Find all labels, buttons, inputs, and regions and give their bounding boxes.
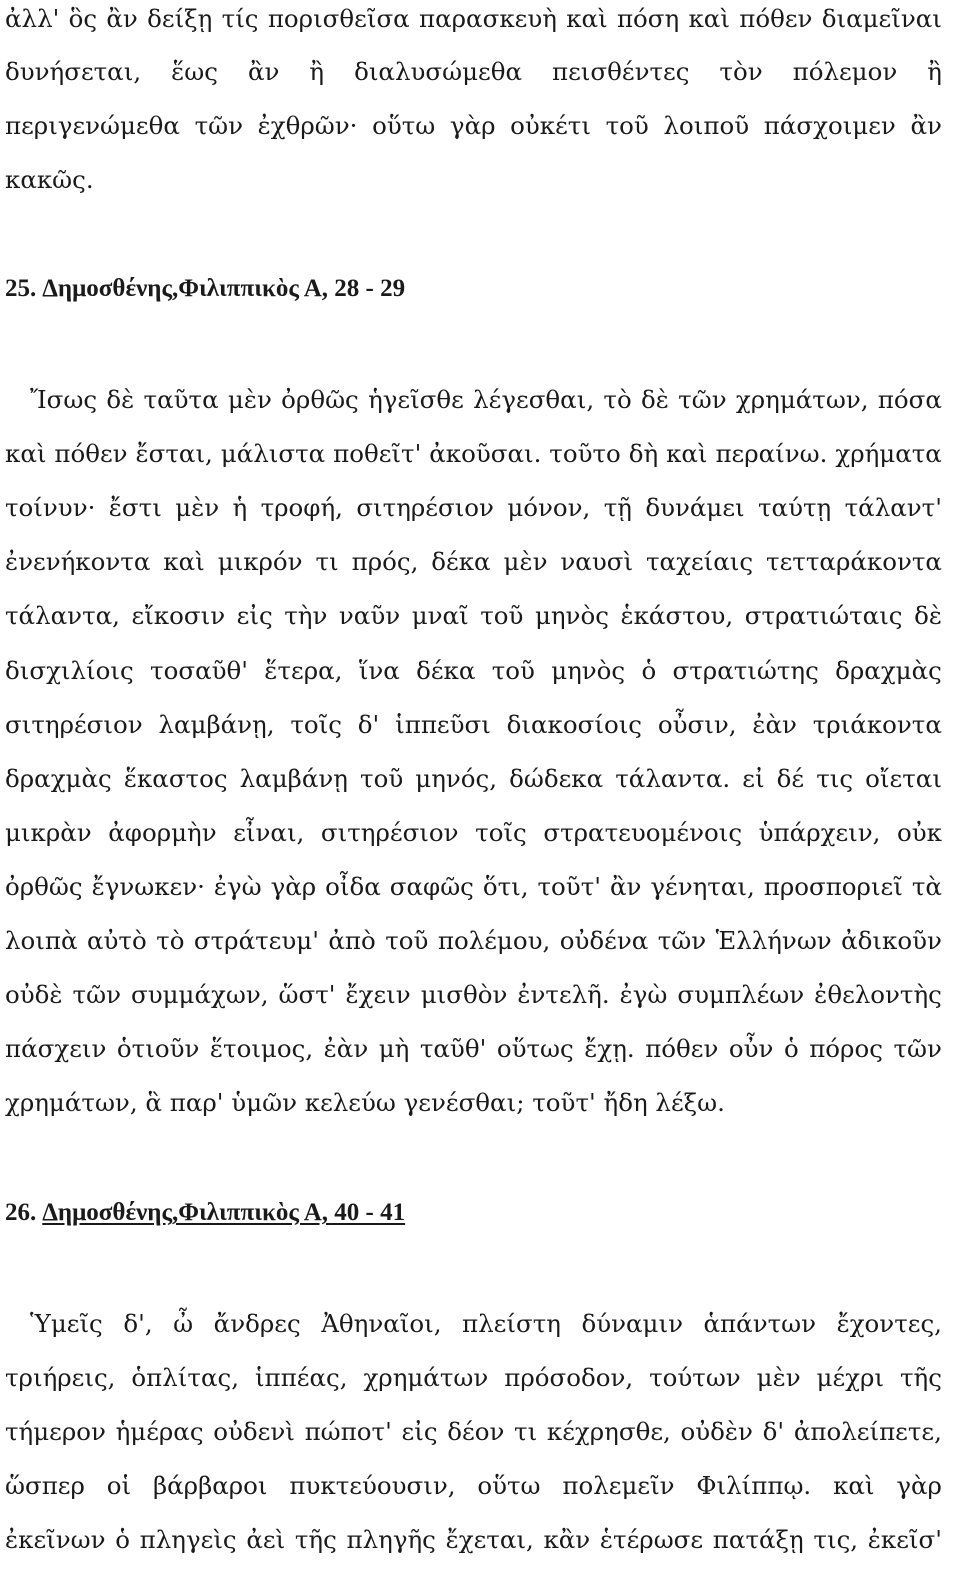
word: μισθὸν (420, 980, 508, 1009)
word: μὴ (378, 1034, 410, 1063)
section-title: Δημοσθένης,Φιλιππικὸς Α, 40 - 41 (42, 1199, 406, 1226)
word: σιτηρέσιον (320, 818, 459, 847)
word: οὕτω (477, 1471, 541, 1500)
word: δώδεκα (509, 764, 604, 793)
word: πατάξῃ (712, 1525, 804, 1554)
word: γένηται, (650, 872, 755, 901)
word: τοῦ (385, 926, 429, 955)
word: περαίνω. (715, 439, 828, 468)
word: δέον (447, 1417, 505, 1446)
word: τριήρεις, (5, 1363, 116, 1392)
word: ὁτιοῦν (116, 1034, 200, 1063)
word: μάλιστα (220, 439, 326, 468)
word: ἕτοιμος, (209, 1034, 314, 1063)
word: τῶν (72, 980, 121, 1009)
text-line (5, 1417, 942, 1446)
word: πώποτ' (304, 1417, 392, 1446)
word: πρόσοδον, (504, 1363, 634, 1392)
word: καὶ (666, 439, 708, 468)
section-heading (5, 1200, 405, 1225)
word: ὃς (68, 4, 98, 33)
word: οἱ (106, 1471, 132, 1500)
word: τάλαντα. (615, 764, 731, 793)
word: ἔχειν (345, 980, 411, 1009)
word: ἢ (309, 57, 325, 86)
word: πληγεὶς (139, 1525, 237, 1554)
word: ὅτι, (482, 872, 529, 901)
text-line (5, 439, 942, 468)
word: τι (514, 1417, 538, 1446)
word: τῶν (893, 1034, 942, 1063)
word: Ἀθηναῖοι, (321, 1309, 442, 1338)
word: τῇ (603, 493, 632, 522)
word: εἶναι, (233, 818, 305, 847)
word: γὰρ (270, 872, 317, 901)
word: λαμβάνῃ (239, 764, 348, 793)
word: παρασκευὴ (419, 4, 557, 33)
word: ἐχθρῶν· (257, 111, 358, 140)
word: οὕτως (496, 1034, 574, 1063)
word: ἂν (106, 4, 138, 33)
word: τὸ (603, 385, 632, 414)
text-line (5, 111, 942, 140)
text-line: κακῶς. (5, 165, 94, 194)
text-line (5, 547, 942, 576)
word: ἀπολείπετε, (793, 1417, 942, 1446)
word: καὶ (833, 1471, 875, 1500)
word: ἡγεῖσθε (368, 385, 464, 414)
word: δύναμιν (581, 1309, 683, 1338)
word: ταῦθ' (419, 1034, 487, 1063)
word: μηνὸς (551, 656, 626, 685)
text-line (30, 385, 942, 414)
word: γὰρ (449, 111, 496, 140)
word: εἰς (236, 601, 273, 630)
word: ἐὰν (752, 710, 797, 739)
word: τοῖς (290, 710, 342, 739)
word: ἢ (927, 57, 942, 86)
word: ἔγνωκεν· (91, 872, 205, 901)
word: πεισθέντες (552, 57, 690, 86)
word: μὲν (175, 493, 220, 522)
word: τοῦ (605, 111, 649, 140)
word: σαφῶς (389, 872, 474, 901)
word: πολέμου, (437, 926, 551, 955)
word: δέκα (431, 547, 491, 576)
word: ὀρθῶς (281, 385, 359, 414)
word: ὥσπερ (5, 1471, 85, 1500)
word: Ὑμεῖς (30, 1309, 103, 1338)
text-line (5, 1363, 942, 1392)
text-line (5, 926, 942, 955)
word: τις, (813, 1525, 859, 1554)
word: κἂν (543, 1525, 591, 1554)
word: ἀκοῦσαι. (429, 439, 542, 468)
word: Φιλίππῳ. (696, 1471, 812, 1500)
word: ἔστι (108, 493, 162, 522)
word: ταύτῃ (758, 493, 832, 522)
word: αὐτὸ (86, 926, 147, 955)
word: τὸ (156, 926, 185, 955)
word: ὁπλίτας, (131, 1363, 240, 1392)
word: λέγεσθαι, (473, 385, 595, 414)
word: μικρόν (217, 547, 303, 576)
text-line (5, 1471, 942, 1500)
word: ἂν (247, 57, 280, 86)
text-line (5, 818, 942, 847)
word: στράτευμ' (193, 926, 319, 955)
word: ἕως (171, 57, 218, 86)
word: τοῦτ' (537, 872, 601, 901)
word: ὁ (783, 1034, 799, 1063)
word: οἶδα (325, 872, 381, 901)
word: τάλαντ' (844, 493, 942, 522)
word: τίς (221, 4, 259, 33)
word: ἐγὼ (213, 872, 262, 901)
word: δραχμὰς (5, 764, 112, 793)
word: ἐντελῆ. (517, 980, 610, 1009)
word: περιγενώμεθα (5, 111, 180, 140)
word: ποθεῖτ' (333, 439, 422, 468)
word: καὶ (566, 4, 608, 33)
word: τι (315, 547, 339, 576)
word: ἐγὼ (619, 980, 668, 1009)
text-line (30, 1309, 942, 1338)
word: βάρβαροι (152, 1471, 268, 1500)
word: ἔχῃ. (584, 1034, 635, 1063)
word: τὰ (911, 872, 942, 901)
word: λοιπὰ (5, 926, 78, 955)
word: δέκα (416, 656, 476, 685)
word: πληγῆς (346, 1525, 436, 1554)
word: πόθεν (739, 4, 813, 33)
text-line (5, 601, 942, 630)
word: τῆς (294, 1525, 337, 1554)
section-title: Δημοσθένης,Φιλιππικὸς Α, 28 - 29 (42, 275, 406, 302)
word: πυκτεύουσιν, (289, 1471, 456, 1500)
word: χρημάτων, (735, 385, 869, 414)
text-line: χρημάτων, ἃ παρ' ὑμῶν κελεύω γενέσθαι; τοῦτ' ἤδη λέξω. (5, 1088, 725, 1117)
text-line (5, 493, 942, 522)
word: γὰρ (896, 1471, 942, 1500)
word: ὑπάρχειν, (758, 818, 881, 847)
word: τις (816, 764, 854, 793)
word: πολεμεῖν (562, 1471, 675, 1500)
word: δυνάμει (645, 493, 745, 522)
word: οὐδένα (559, 926, 649, 955)
word: λαμβάνῃ, (158, 710, 275, 739)
word: στρατιώταις (744, 601, 903, 630)
word: δὴ (628, 439, 659, 468)
word: πόλεμον (792, 57, 898, 86)
word: πόθεν (645, 1034, 719, 1063)
word: ἑκάστου, (620, 601, 734, 630)
word: ὦ (173, 1309, 194, 1338)
word: μικρὰν (5, 818, 92, 847)
word: οὐδὲν (680, 1417, 753, 1446)
word: ἀδικοῦν (841, 926, 942, 955)
word: οὖν (728, 1034, 774, 1063)
word: σιτηρέσιον (356, 493, 494, 522)
word: δέ (776, 764, 805, 793)
word: τάλαντα, (5, 601, 120, 630)
word: ἁπάντων (703, 1309, 817, 1338)
word: δὲ (106, 385, 135, 414)
word: ἀεὶ (246, 1525, 286, 1554)
word: Ἑλλήνων (715, 926, 832, 955)
word: οὖσιν, (657, 710, 737, 739)
word: σιτηρέσιον (5, 710, 143, 739)
word: δ' (762, 1417, 785, 1446)
word: οὐδενὶ (213, 1417, 295, 1446)
word: δὲ (640, 385, 669, 414)
word: πορισθεῖσα (267, 4, 410, 33)
word: ἐθελοντὴς (814, 980, 942, 1009)
word: πόση (616, 4, 680, 33)
word: ἱππεῦσι (395, 710, 491, 739)
word: οὐκ (897, 818, 942, 847)
word: τοῖς (475, 818, 527, 847)
word: καὶ (688, 4, 730, 33)
section-number: 25. (5, 275, 37, 302)
word: Ἴσως (30, 385, 98, 414)
word: ἵνα (358, 656, 400, 685)
word: ἐνενήκοντα (5, 547, 151, 576)
word: μὲν (756, 1363, 801, 1392)
word: τούτων (649, 1363, 741, 1392)
word: χρημάτων (363, 1363, 489, 1392)
word: μναῖ (411, 601, 469, 630)
word: τὴν (284, 601, 328, 630)
word: μὲν (227, 385, 272, 414)
word: κέχρησθε, (546, 1417, 671, 1446)
word: εἴκοσιν (131, 601, 226, 630)
word: ὁ (641, 656, 657, 685)
word: ἀπὸ (328, 926, 376, 955)
word: πάσχοιμεν (763, 111, 896, 140)
word: ἡ (232, 493, 248, 522)
word: τετταράκοντα (766, 547, 942, 576)
word: τοσαῦθ' (150, 656, 248, 685)
word: μηνὸς (534, 601, 609, 630)
text-line (5, 710, 942, 739)
word: ναυσὶ (560, 547, 634, 576)
word: καὶ (163, 547, 205, 576)
word: προσποριεῖ (763, 872, 903, 901)
word: μὲν (503, 547, 548, 576)
word: ἕτερα, (264, 656, 343, 685)
word: πρός, (351, 547, 419, 576)
word: ταῦτα (143, 385, 219, 414)
word: ἔχοντες, (836, 1309, 942, 1338)
word: μέχρι (816, 1363, 885, 1392)
word: τροφή, (260, 493, 343, 522)
word: ὁ (115, 1525, 130, 1554)
word: τῆς (899, 1363, 942, 1392)
word: στρατευομένοις (543, 818, 743, 847)
word: δραχμὰς (835, 656, 942, 685)
text-line (5, 4, 942, 33)
word: ἔσται, (135, 439, 213, 468)
word: πόρος (809, 1034, 883, 1063)
section-heading (5, 276, 405, 301)
text-line (5, 656, 942, 685)
word: εἰ (742, 764, 765, 793)
word: οὕτω (372, 111, 436, 140)
word: δ', (123, 1309, 153, 1338)
word: δισχιλίοις (5, 656, 134, 685)
word: οὐκέτι (510, 111, 591, 140)
word: ἱππέας, (254, 1363, 348, 1392)
word: τοίνυν· (5, 493, 96, 522)
word: χρήματα (835, 439, 942, 468)
word: δὲ (914, 601, 942, 630)
word: ἀφορμὴν (108, 818, 217, 847)
word: διακοσίοις (506, 710, 643, 739)
word: ναῦν (338, 601, 401, 630)
word: ἄνδρες (213, 1309, 301, 1338)
word: πάσχειν (5, 1034, 107, 1063)
word: συμμάχων, (130, 980, 269, 1009)
word: ταχείαις (646, 547, 754, 576)
word: πόσα (877, 385, 942, 414)
word: διαλυσώμεθα (354, 57, 523, 86)
word: ἐκεῖνων (5, 1525, 106, 1554)
word: ἂν (609, 872, 642, 901)
text-line (5, 980, 942, 1009)
word: ἂν (910, 111, 942, 140)
word: τῶν (194, 111, 243, 140)
word: τῶν (678, 385, 727, 414)
word: μηνός, (415, 764, 498, 793)
text-line (5, 1034, 942, 1063)
word: μόνον, (507, 493, 591, 522)
word: ὀρθῶς (5, 872, 83, 901)
word: ἐκεῖσ' (867, 1525, 942, 1554)
text-line (5, 1525, 942, 1554)
word: τοῦ (360, 764, 404, 793)
word: ἕκαστος (123, 764, 228, 793)
word: πλείστη (462, 1309, 561, 1338)
word: ἀλλ' (5, 4, 60, 33)
word: ὥστ' (278, 980, 336, 1009)
word: τῶν (657, 926, 707, 955)
text-line (5, 764, 942, 793)
word: ἔχεται, (445, 1525, 534, 1554)
word: ἑτέρωσε (599, 1525, 704, 1554)
word: στρατιώτης (672, 656, 819, 685)
word: τοῦ (491, 656, 535, 685)
word: ἡμέρας (115, 1417, 204, 1446)
word: τὸν (719, 57, 763, 86)
section-number: 26. (5, 1199, 37, 1226)
word: τριάκοντα (812, 710, 942, 739)
word: εἰς (401, 1417, 438, 1446)
word: διαμεῖναι (821, 4, 942, 33)
word: δυνήσεται, (5, 57, 142, 86)
word: λοιποῦ (663, 111, 750, 140)
word: οὐδὲ (5, 980, 63, 1009)
word: συμπλέων (677, 980, 805, 1009)
word: τήμερον (5, 1417, 106, 1446)
word: δείξῃ (147, 4, 213, 33)
word: οἴεται (865, 764, 942, 793)
word: τοῦ (480, 601, 524, 630)
text-line (5, 57, 942, 86)
word: πόθεν (54, 439, 128, 468)
text-line (5, 872, 942, 901)
word: τοῦτο (549, 439, 621, 468)
word: δ' (357, 710, 380, 739)
word: ἐὰν (323, 1034, 369, 1063)
word: καὶ (5, 439, 47, 468)
